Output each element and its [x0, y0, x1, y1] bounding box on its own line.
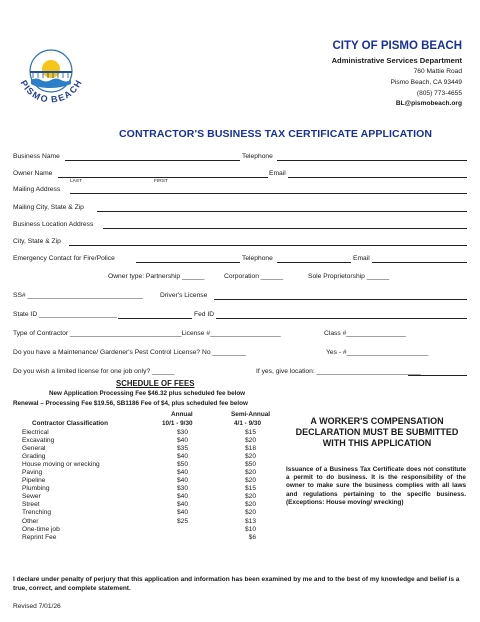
fee-row-semi: $18	[244, 445, 256, 453]
fee-row-semi: $20	[244, 477, 256, 485]
business-name-input[interactable]	[65, 160, 240, 161]
fee-row-semi: $20	[244, 453, 256, 461]
workers-comp-body: Issuance of a Business Tax Certificate does not constitute a permit to do business. It is the responsibility of the owner to make sure the business complies with all laws and regulations pertaining to the specific business. (Exceptions: House moving/ wrecking)	[286, 466, 466, 506]
owner-type-partnership[interactable]: Owner type: Partnership ______	[108, 273, 205, 280]
fee-row-name: Other	[22, 517, 39, 525]
phone: (805) 773-4655	[416, 90, 462, 97]
fee-row-annual	[177, 526, 188, 534]
city-state-zip-label: City, State & Zip	[13, 238, 61, 245]
renewal-fee: Renewal – Processing Fee $19.56, SB1186 Fee of $4, plus scheduled fee below	[13, 400, 248, 407]
owner-name-input[interactable]	[58, 177, 268, 178]
city-state-zip-input[interactable]	[69, 245, 467, 246]
address-line2: Pismo Beach, CA 93449	[390, 79, 462, 86]
ss-field[interactable]: SS# _______________________________	[13, 292, 143, 299]
fee-row-annual: $40	[177, 469, 189, 477]
drivers-license-input[interactable]	[214, 299, 467, 300]
business-name-label: Business Name	[13, 153, 60, 160]
fee-row-annual: $35	[177, 445, 189, 453]
workers-comp-line1: A WORKER'S COMPENSATION	[310, 416, 444, 426]
mailing-city-input[interactable]	[97, 211, 467, 212]
logo-text-top	[18, 38, 54, 40]
fee-classification-list	[22, 429, 100, 542]
fee-row-semi: $15	[244, 429, 256, 436]
city-title: CITY OF PISMO BEACH	[332, 40, 462, 52]
col-semi-range: 4/1 - 9/30	[234, 420, 262, 427]
maintenance-yes-field[interactable]: Yes - #______________________	[326, 349, 429, 356]
revised-date: Revised 7/01/26	[13, 603, 61, 610]
fee-row-name: Electrical	[22, 429, 49, 436]
maintenance-license-question[interactable]: Do you have a Maintenance/ Gardener's Pest Control License? No _________	[13, 349, 246, 356]
email-address: BL@pismobeach.org	[395, 100, 462, 107]
fee-semi-list	[242, 429, 256, 542]
fee-row-annual: $50	[177, 461, 189, 469]
email-label: Email	[269, 170, 286, 177]
emergency-contact-input[interactable]	[136, 262, 240, 263]
fee-row-semi: $50	[244, 461, 256, 469]
type-contractor-license-field[interactable]: Type of Contractor ______________________________License #___________________	[13, 330, 281, 337]
business-location-input[interactable]	[103, 228, 467, 229]
emergency-email-input[interactable]	[372, 262, 467, 263]
workers-comp-line3: WITH THIS APPLICATION	[322, 438, 432, 448]
fee-row-name: Trenching	[22, 509, 52, 517]
fee-row-annual	[177, 534, 188, 542]
fed-id-label: Fed ID	[194, 311, 215, 318]
address-line1: 760 Mattie Road	[413, 68, 462, 75]
email-input[interactable]	[288, 177, 467, 178]
fee-row-semi: $20	[244, 493, 256, 501]
fee-row-annual: $30	[177, 485, 189, 493]
emergency-email-label: Email	[353, 255, 370, 262]
col-annual-range: 10/1 - 9/30	[162, 420, 193, 427]
fed-id-input[interactable]	[216, 318, 467, 319]
workers-comp-line2: DECLARATION MUST BE SUBMITTED	[295, 427, 459, 437]
fees-heading: SCHEDULE OF FEES	[116, 379, 195, 388]
fee-row-semi: $6	[248, 533, 256, 541]
business-location-label: Business Location Address	[13, 221, 94, 228]
department: Administrative Services Department	[331, 56, 462, 65]
telephone-label: Telephone	[242, 153, 273, 160]
fee-row-annual: $25	[177, 517, 189, 525]
first-sublabel: FIRST	[154, 179, 168, 184]
fee-row-name: Plumbing	[22, 485, 50, 493]
fee-row-semi: $20	[244, 509, 256, 517]
fee-row-semi: $15	[244, 485, 256, 493]
owner-type-sole-proprietorship[interactable]: Sole Proprietorship ______	[308, 273, 390, 280]
fee-row-name: Reprint Fee	[22, 533, 57, 541]
fee-row-name: Pipeline	[22, 477, 46, 485]
col-annual: Annual	[171, 411, 193, 418]
declaration: I declare under penalty of perjury that this application and information has been examined by me and to the best of my knowledge and belief is a true, correct, and complete statement.	[13, 576, 460, 592]
state-id-field[interactable]: State ID _____________________	[13, 311, 118, 318]
col-classification: Contractor Classification	[32, 420, 108, 427]
owner-type-corporation[interactable]: Corporation ______	[224, 273, 284, 280]
mailing-address-input[interactable]	[70, 193, 467, 194]
fee-row-annual: $40	[177, 477, 189, 485]
fee-row-annual: $40	[177, 493, 189, 501]
location-field[interactable]: If yes, give location: ____________________________	[256, 368, 421, 375]
fee-row-semi: $20	[244, 501, 256, 509]
fee-row-annual: $30	[177, 429, 189, 436]
class-field[interactable]: Class #________________	[324, 330, 406, 337]
emergency-telephone-label: Telephone	[242, 255, 273, 262]
fee-row-semi: $10	[244, 525, 256, 533]
mailing-address-label: Mailing Address	[13, 186, 61, 193]
fee-row-semi: $13	[244, 517, 256, 525]
fee-row-name: General	[22, 445, 46, 453]
city-logo	[18, 38, 84, 104]
location-input-extension	[408, 375, 467, 376]
fee-row-name: Sewer	[22, 493, 41, 501]
drivers-license-label: Driver's License	[160, 292, 208, 299]
emergency-telephone-input[interactable]	[277, 262, 351, 263]
mailing-city-label: Mailing City, State & Zip	[13, 204, 84, 211]
form-title: CONTRACTOR'S BUSINESS TAX CERTIFICATE APPLICATION	[119, 128, 433, 140]
fee-row-name: Grading	[22, 453, 46, 461]
fee-annual-list	[177, 429, 188, 542]
fee-row-name: Street	[22, 501, 40, 509]
fee-row-name: One-time job	[22, 525, 60, 533]
fee-row-semi: $20	[244, 437, 256, 445]
fee-row-name: House moving or wrecking	[22, 461, 100, 469]
emergency-contact-label: Emergency Contact for Fire/Police	[13, 255, 115, 262]
one-job-question[interactable]: Do you wish a limited license for one job only? ______	[13, 368, 175, 375]
fee-row-name: Paving	[22, 469, 43, 477]
new-application-fee: New Application Processing Fee $46.32 plus scheduled fee below	[49, 390, 246, 397]
fee-row-name: Excavating	[22, 437, 55, 445]
fee-row-annual: $40	[177, 453, 189, 461]
last-sublabel: LAST	[70, 179, 82, 184]
logo-text-bottom: PISMO BEACH	[18, 78, 84, 104]
fee-row-annual: $40	[177, 509, 189, 517]
fee-row-semi: $20	[244, 469, 256, 477]
col-semi-annual: Semi-Annual	[231, 411, 271, 418]
telephone-input[interactable]	[277, 160, 467, 161]
fee-row-annual: $40	[177, 501, 189, 509]
fee-row-annual: $40	[177, 437, 189, 445]
state-id-underline	[118, 318, 192, 319]
owner-name-label: Owner Name	[13, 170, 53, 177]
